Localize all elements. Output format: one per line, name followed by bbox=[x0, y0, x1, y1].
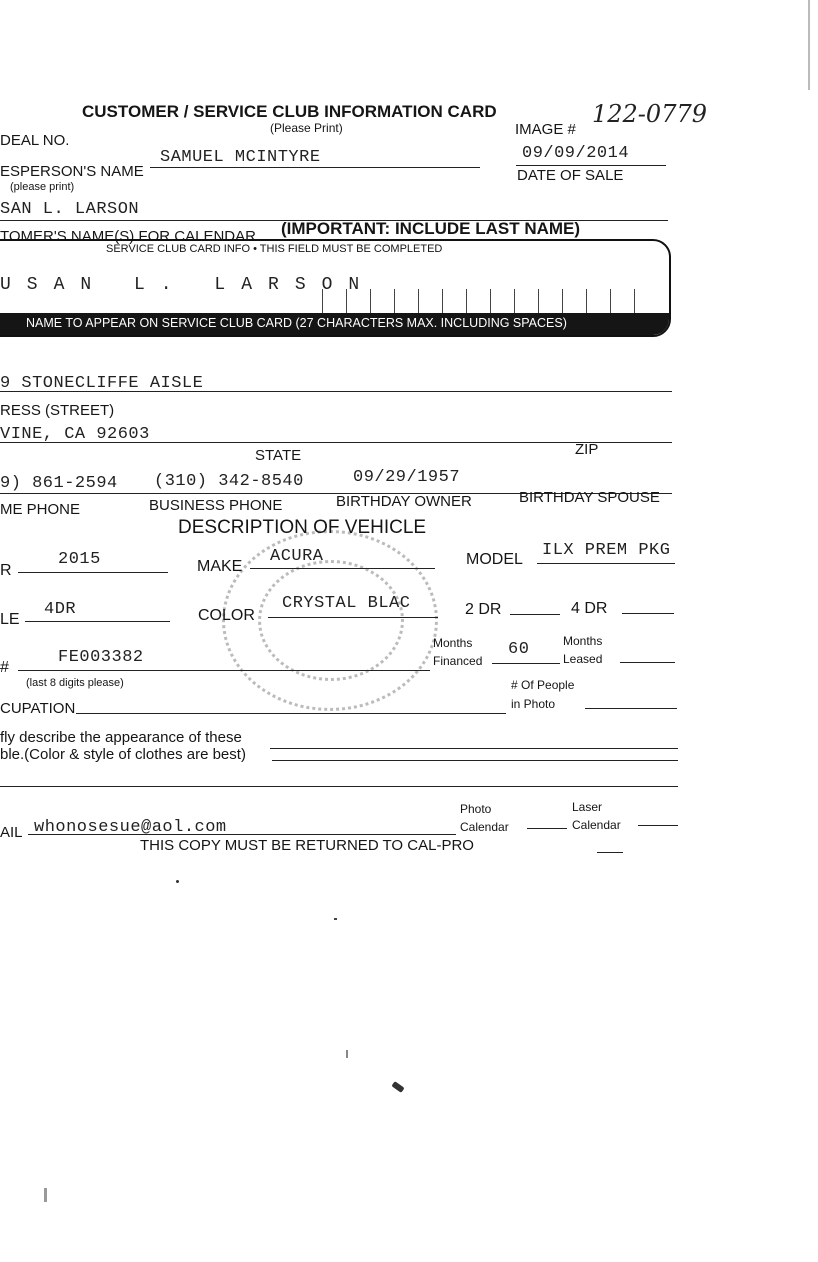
scan-speck bbox=[334, 918, 337, 920]
salesperson-line bbox=[150, 167, 480, 168]
make-line bbox=[250, 568, 435, 569]
laser-calendar-label-1: Laser bbox=[572, 800, 603, 814]
deal-number-label: DEAL NO. bbox=[0, 132, 70, 149]
service-club-footer-bar bbox=[0, 313, 669, 335]
return-notice: THIS COPY MUST BE RETURNED TO CAL-PRO bbox=[140, 837, 474, 854]
months-financed-value: 60 bbox=[508, 640, 530, 659]
appearance-line-1 bbox=[270, 748, 678, 749]
street-label: RESS (STREET) bbox=[0, 402, 115, 419]
scan-speck bbox=[346, 1050, 348, 1058]
salesperson-value: SAMUEL MCINTYRE bbox=[160, 148, 321, 167]
make-label: MAKE bbox=[197, 558, 243, 575]
year-line bbox=[18, 572, 168, 573]
vin-line bbox=[18, 670, 430, 671]
vin-value: FE003382 bbox=[58, 648, 144, 667]
return-notice-line bbox=[597, 852, 623, 853]
model-label: MODEL bbox=[466, 551, 523, 568]
email-label: AIL bbox=[0, 824, 23, 841]
date-of-sale-value: 09/09/2014 bbox=[522, 144, 630, 163]
months-financed-label-1: Months bbox=[433, 636, 473, 650]
scan-speck bbox=[44, 1188, 47, 1202]
vin-label: # bbox=[0, 659, 9, 676]
salesperson-label: ESPERSON'S NAME bbox=[0, 163, 144, 180]
image-number-value: 122-0779 bbox=[592, 100, 707, 128]
please-print-note: (Please Print) bbox=[270, 121, 343, 135]
business-phone-label: BUSINESS PHONE bbox=[149, 497, 283, 514]
appearance-prompt-line2: ble.(Color & style of clothes are best) bbox=[0, 746, 246, 763]
make-value: ACURA bbox=[270, 547, 324, 566]
vin-hint: (last 8 digits please) bbox=[26, 677, 124, 689]
state-label: STATE bbox=[255, 447, 302, 464]
card-title: CUSTOMER / SERVICE CLUB INFORMATION CARD bbox=[82, 102, 497, 121]
months-leased-label-2: Leased bbox=[563, 652, 603, 666]
style-value: 4DR bbox=[44, 600, 77, 619]
date-of-sale-line bbox=[516, 165, 666, 166]
zip-label: ZIP bbox=[575, 441, 599, 458]
months-financed-label-2: Financed bbox=[433, 654, 483, 668]
photo-calendar-label-2: Calendar bbox=[460, 820, 509, 834]
appearance-line-2 bbox=[272, 760, 678, 761]
date-of-sale-label: DATE OF SALE bbox=[517, 167, 624, 184]
model-value: ILX PREM PKG bbox=[542, 541, 671, 560]
color-value: CRYSTAL BLAC bbox=[282, 594, 411, 613]
months-financed-line bbox=[492, 663, 560, 664]
model-line bbox=[537, 563, 675, 564]
laser-calendar-label-2: Calendar bbox=[572, 818, 621, 832]
birthday-spouse-label: BIRTHDAY SPOUSE bbox=[519, 489, 660, 506]
city-value: VINE, CA 92603 bbox=[0, 425, 150, 444]
people-in-photo-label-2: in Photo bbox=[511, 697, 556, 711]
scan-speck bbox=[176, 880, 179, 883]
image-number-label: IMAGE # bbox=[515, 121, 576, 138]
scan-speck bbox=[391, 1081, 404, 1093]
service-club-header: SERVICE CLUB CARD INFO • THIS FIELD MUST BE COMPLETED bbox=[106, 243, 443, 255]
months-leased-label-1: Months bbox=[563, 634, 603, 648]
calendar-name-important: (IMPORTANT: INCLUDE LAST NAME) bbox=[281, 219, 581, 238]
home-phone-value: 9) 861-2594 bbox=[0, 474, 118, 493]
style-label: LE bbox=[0, 611, 20, 628]
color-label: COLOR bbox=[198, 607, 255, 624]
appearance-prompt-line1: fly describe the appearance of these bbox=[0, 729, 242, 746]
occupation-line bbox=[76, 713, 506, 714]
street-line bbox=[0, 391, 672, 392]
email-value: whonosesue@aol.com bbox=[34, 818, 227, 837]
color-line bbox=[268, 617, 438, 618]
laser-calendar-line bbox=[638, 825, 678, 826]
vehicle-heading: DESCRIPTION OF VEHICLE bbox=[178, 517, 427, 538]
faded-stamp-inner bbox=[258, 560, 404, 681]
business-phone-value: (310) 342-8540 bbox=[154, 472, 304, 491]
appearance-line-3 bbox=[0, 786, 678, 787]
occupation-label: CUPATION bbox=[0, 700, 76, 717]
photo-calendar-line bbox=[527, 828, 567, 829]
four-door-label: 4 DR bbox=[571, 600, 608, 617]
two-door-label: 2 DR bbox=[465, 601, 502, 618]
style-line bbox=[25, 621, 170, 622]
city-line bbox=[0, 442, 672, 443]
service-club-box bbox=[0, 239, 671, 337]
service-club-name-value: USAN L. LARSON bbox=[0, 275, 376, 295]
street-value: 9 STONECLIFFE AISLE bbox=[0, 374, 204, 393]
salesperson-sub-label: (please print) bbox=[10, 181, 75, 193]
people-in-photo-line bbox=[585, 708, 677, 709]
year-value: 2015 bbox=[58, 550, 101, 569]
home-phone-label: ME PHONE bbox=[0, 501, 81, 518]
photo-calendar-label-1: Photo bbox=[460, 802, 492, 816]
two-door-line bbox=[510, 614, 560, 615]
year-label: R bbox=[0, 562, 12, 579]
birthday-owner-label: BIRTHDAY OWNER bbox=[336, 493, 472, 510]
people-in-photo-label-1: # Of People bbox=[511, 678, 575, 692]
calendar-name-value: SAN L. LARSON bbox=[0, 200, 140, 219]
calendar-name-label: TOMER'S NAME(S) FOR CALENDAR bbox=[0, 228, 256, 245]
service-club-footer: NAME TO APPEAR ON SERVICE CLUB CARD (27 CHARACTERS MAX. INCLUDING SPACES) bbox=[26, 316, 567, 330]
email-line bbox=[28, 834, 456, 835]
birthday-owner-value: 09/29/1957 bbox=[353, 468, 461, 487]
scan-edge bbox=[808, 0, 810, 90]
months-leased-line bbox=[620, 662, 675, 663]
four-door-line bbox=[622, 613, 674, 614]
